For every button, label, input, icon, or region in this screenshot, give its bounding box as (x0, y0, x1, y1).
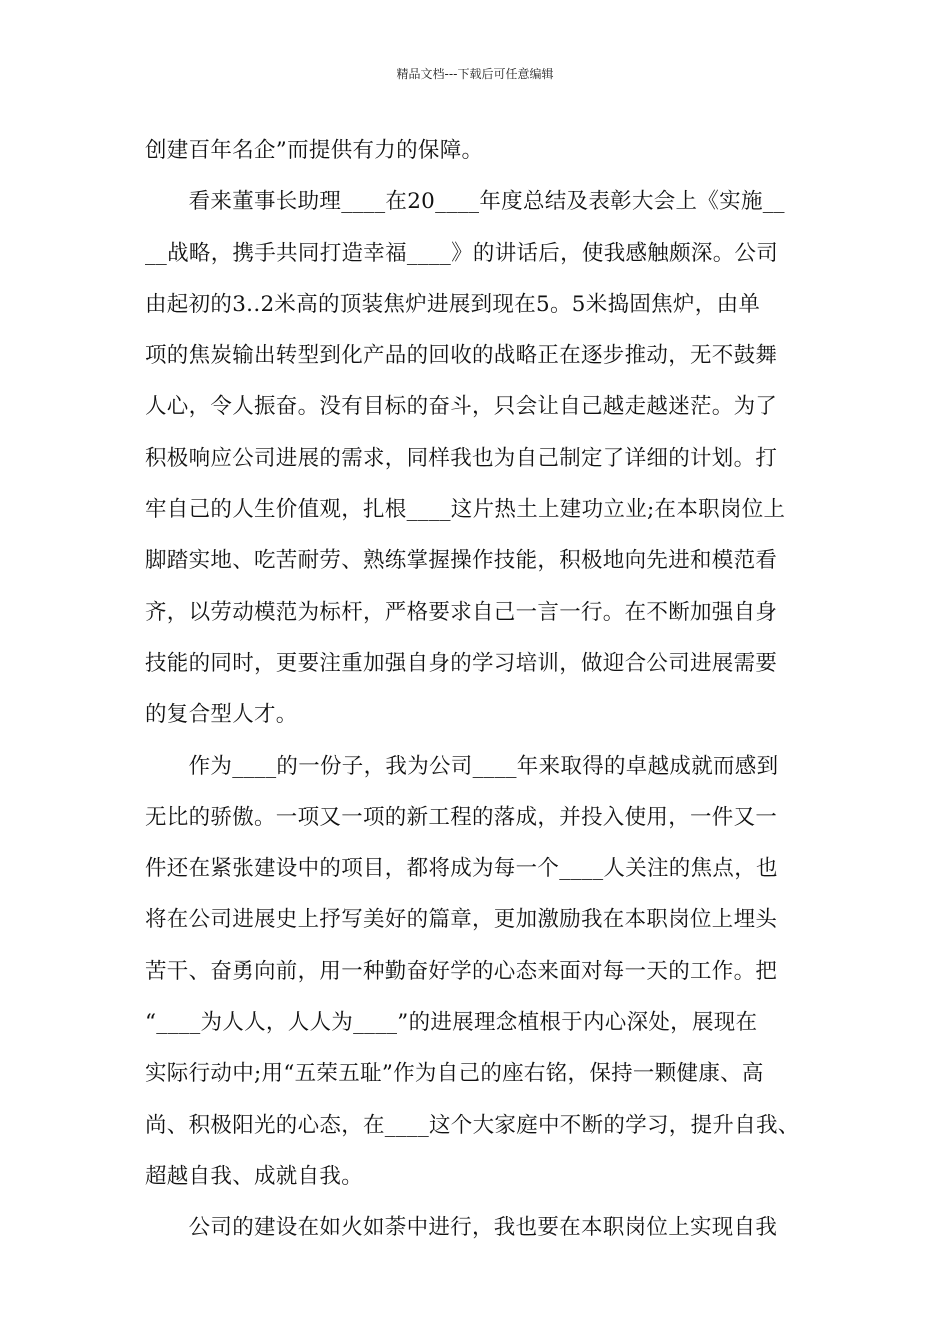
text-line: 由起初的3..2米高的顶装焦炉进展到现在5。5米捣固焦炉，由单 (145, 291, 761, 317)
text-line: 牢自己的人生价值观，扎根____这片热土上建功立业;在本职岗位上 (145, 497, 786, 523)
text-line: 脚踏实地、吃苦耐劳、熟练掌握操作技能，积极地向先进和模范看 (145, 548, 778, 574)
document-body (145, 125, 815, 1254)
text-line: 人心，令人振奋。没有目标的奋斗，只会让自己越走越迷茫。为了 (145, 394, 778, 420)
text-line: 积极响应公司进展的需求，同样我也为自己制定了详细的计划。打 (145, 445, 778, 471)
text-line: 创建百年名企”而提供有力的保障。 (145, 138, 484, 163)
text-line: 将在公司进展史上抒写美好的篇章，更加激励我在本职岗位上埋头 (145, 907, 778, 933)
text-line: 作为____的一份子，我为公司____年来取得的卓越成就而感到 (145, 753, 779, 779)
text-line: 技能的同时，更要注重加强自身的学习培训，做迎合公司进展需要 (145, 650, 778, 676)
text-line: “____为人人，人人为____”的进展理念植根于内心深处，展现在 (145, 1010, 758, 1036)
text-line: 公司的建设在如火如荼中进行，我也要在本职岗位上实现自我 (145, 1215, 778, 1241)
page-header: 精品文档---下载后可任意编辑 (396, 67, 554, 81)
text-line: 的复合型人才。 (145, 702, 298, 728)
text-line: 尚、积极阳光的心态，在____这个大家庭中不断的学习，提升自我、 (145, 1112, 800, 1138)
text-line: 件还在紧张建设中的项目，都将成为每一个____人关注的焦点，也 (145, 856, 778, 882)
text-line: 实际行动中;用“五荣五耻”作为自己的座右铭，保持一颗健康、高 (145, 1061, 764, 1087)
text-line: __战略，携手共同打造幸福____》的讲话后，使我感触颇深。公司 (145, 240, 779, 266)
text-line: 苦干、奋勇向前，用一种勤奋好学的心态来面对每一天的工作。把 (145, 958, 778, 984)
text-line: 超越自我、成就自我。 (145, 1163, 364, 1189)
text-line: 无比的骄傲。一项又一项的新工程的落成，并投入使用，一件又一 (145, 804, 778, 830)
text-line: 看来董事长助理____在20____年度总结及表彰大会上《实施__ (145, 189, 785, 215)
text-line: 齐，以劳动模范为标杆，严格要求自己一言一行。在不断加强自身 (145, 599, 778, 625)
text-line: 项的焦炭输出转型到化产品的回收的战略正在逐步推动，无不鼓舞 (145, 343, 778, 369)
